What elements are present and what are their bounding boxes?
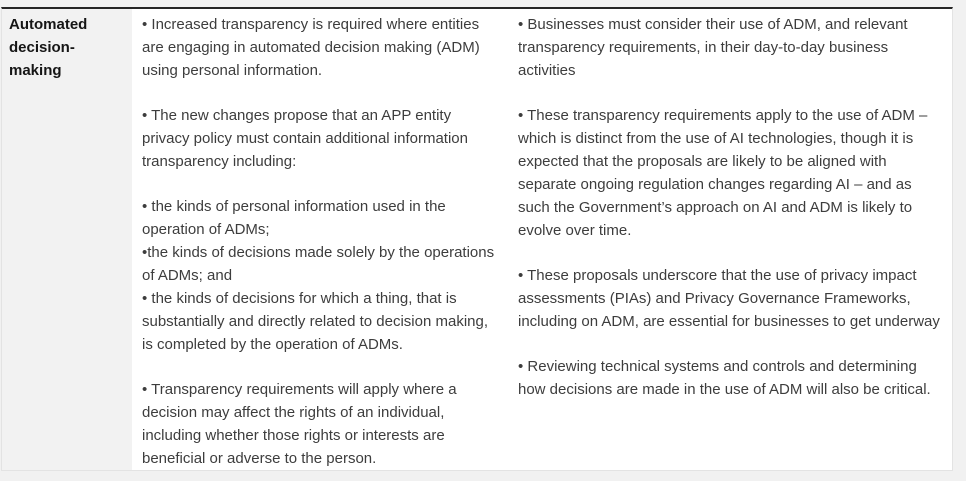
bullet-paragraph: • Transparency requirements will apply where a decision may affect the rights of an individual, including whether those rights or interests are beneficial or adverse to the person. bbox=[142, 381, 457, 467]
bullet-paragraph: • Businesses must consider their use of ADM, and relevant transparency requirements, in their day-to-day business activities bbox=[518, 16, 908, 79]
bullet-paragraph: • These proposals underscore that the use of privacy impact assessments (PIAs) and Privacy Governance Frameworks, including on ADM, are essential for businesses to get underway bbox=[518, 267, 940, 330]
paragraph-group bbox=[518, 264, 944, 333]
paragraph-group bbox=[518, 13, 944, 82]
row-header-cell bbox=[2, 9, 132, 470]
paragraph-group bbox=[518, 104, 944, 242]
bullet-paragraph: • Increased transparency is required where entities are engaging in automated decision making (ADM) using personal information. bbox=[142, 16, 480, 79]
adm-comparison-table bbox=[1, 7, 953, 471]
paragraph-group bbox=[142, 378, 497, 470]
bullet-paragraph: • the kinds of personal information used in the operation of ADMs; bbox=[142, 198, 446, 238]
paragraph-group bbox=[518, 355, 944, 401]
paragraph-group bbox=[142, 195, 497, 356]
right-column-cell bbox=[507, 9, 952, 470]
middle-column-cell bbox=[132, 9, 507, 470]
bullet-paragraph: • The new changes propose that an APP entity privacy policy must contain additional information transparency including: bbox=[142, 107, 468, 170]
bullet-paragraph: • These transparency requirements apply to the use of ADM – which is distinct from the use of AI technologies, though it is expected that the proposals are likely to be aligned with separate ongoing regulation changes regarding AI – and as such the Government’s approach on AI and ADM is likely to evolve over time. bbox=[518, 107, 928, 239]
bullet-paragraph: • Reviewing technical systems and controls and determining how decisions are made in the use of ADM will also be critical. bbox=[518, 358, 931, 398]
row-header-label: Automated decision-making bbox=[9, 16, 88, 79]
bullet-paragraph: •the kinds of decisions made solely by the operations of ADMs; and bbox=[142, 244, 495, 284]
paragraph-group bbox=[142, 13, 497, 82]
bullet-paragraph: • the kinds of decisions for which a thing, that is substantially and directly related to decision making, is completed by the operation of ADMs. bbox=[142, 290, 489, 353]
paragraph-group bbox=[142, 104, 497, 173]
